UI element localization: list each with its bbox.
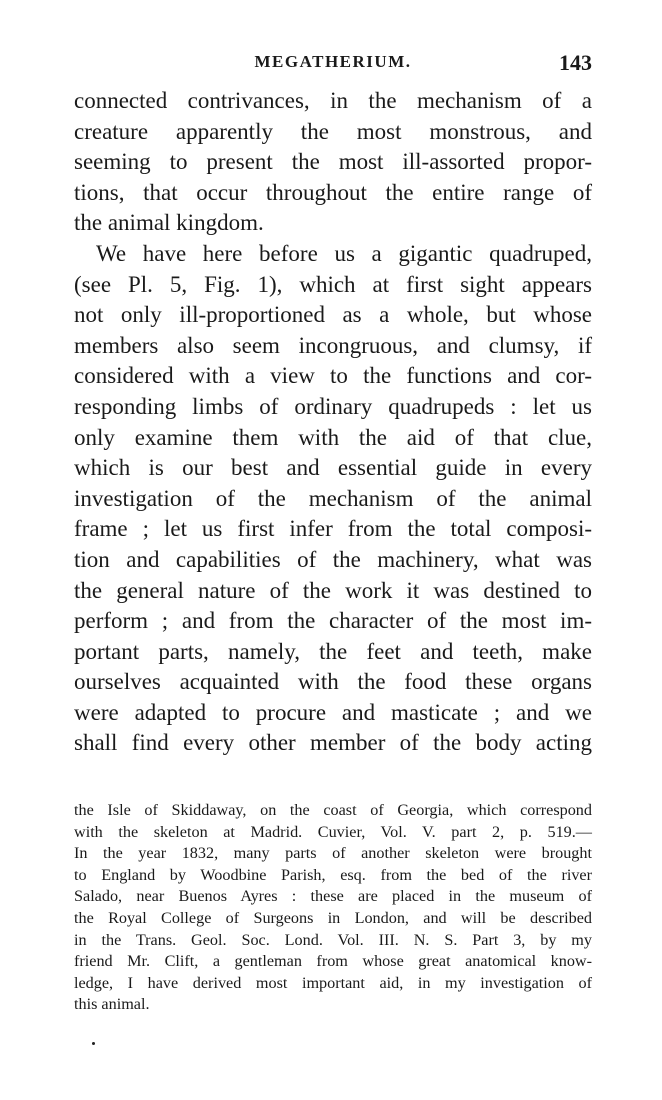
text-line: the animal kingdom. <box>74 210 264 236</box>
footnote-line: friend Mr. Clift, a gentleman from whose great anatomical know- <box>74 952 592 971</box>
page-number: 143 <box>559 50 592 75</box>
text-line: which is our best and essential guide in every <box>74 455 592 481</box>
text-line: considered with a view to the functions and cor- <box>74 363 592 389</box>
footnote-line: to England by Woodbine Parish, esq. from the bed of the river <box>74 865 592 884</box>
footnote-line: In the year 1832, many parts of another skeleton were brought <box>74 844 592 863</box>
text-line: frame ; let us first infer from the total composi- <box>74 516 592 542</box>
text-line: connected contrivances, in the mechanism of a <box>74 88 592 113</box>
footnote-line: in the Trans. Geol. Soc. Lond. Vol. III. N. S. Part 3, by my <box>74 930 592 949</box>
text-line: portant parts, namely, the feet and teeth, make <box>74 638 592 664</box>
text-line: We have here before us a gigantic quadruped, <box>96 240 592 266</box>
footnote <box>74 800 592 1016</box>
text-line: (see Pl. 5, Fig. 1), which at first sight appears <box>74 271 592 297</box>
text-line: shall find every other member of the body acting <box>74 730 592 756</box>
footnote-line: this animal. <box>74 995 150 1014</box>
text-line: ourselves acquainted with the food these organs <box>74 669 592 695</box>
text-line: responding limbs of ordinary quadrupeds : let us <box>74 393 592 419</box>
footnote-line: the Isle of Skiddaway, on the coast of Georgia, which correspond <box>74 801 592 819</box>
main-text <box>74 86 592 759</box>
text-line: creature apparently the most monstrous, and <box>74 118 592 144</box>
text-line: members also seem incongruous, and clumsy, if <box>74 332 592 358</box>
text-line: not only ill-proportioned as a whole, but whose <box>74 302 592 328</box>
running-title: MEGATHERIUM. <box>254 52 412 71</box>
text-line: the general nature of the work it was destined to <box>74 577 592 603</box>
running-head <box>74 50 592 76</box>
footnote-line: with the skeleton at Madrid. Cuvier, Vol. V. part 2, p. 519.— <box>74 822 592 841</box>
text-line: investigation of the mechanism of the animal <box>74 485 592 511</box>
text-line: perform ; and from the character of the most im- <box>74 608 592 634</box>
ink-speck <box>92 1042 95 1045</box>
footnote-line: Salado, near Buenos Ayres : these are placed in the museum of <box>74 887 592 906</box>
text-line: seeming to present the most ill-assorted propor- <box>74 149 592 175</box>
text-line: were adapted to procure and masticate ; and we <box>74 699 592 725</box>
text-line: tions, that occur throughout the entire range of <box>74 179 592 205</box>
footnote-line: ledge, I have derived most important aid, in my investigation of <box>74 973 592 992</box>
text-line: tion and capabilities of the machinery, what was <box>74 546 592 572</box>
text-line: only examine them with the aid of that clue, <box>74 424 592 450</box>
footnote-line: the Royal College of Surgeons in London, and will be described <box>74 908 592 927</box>
